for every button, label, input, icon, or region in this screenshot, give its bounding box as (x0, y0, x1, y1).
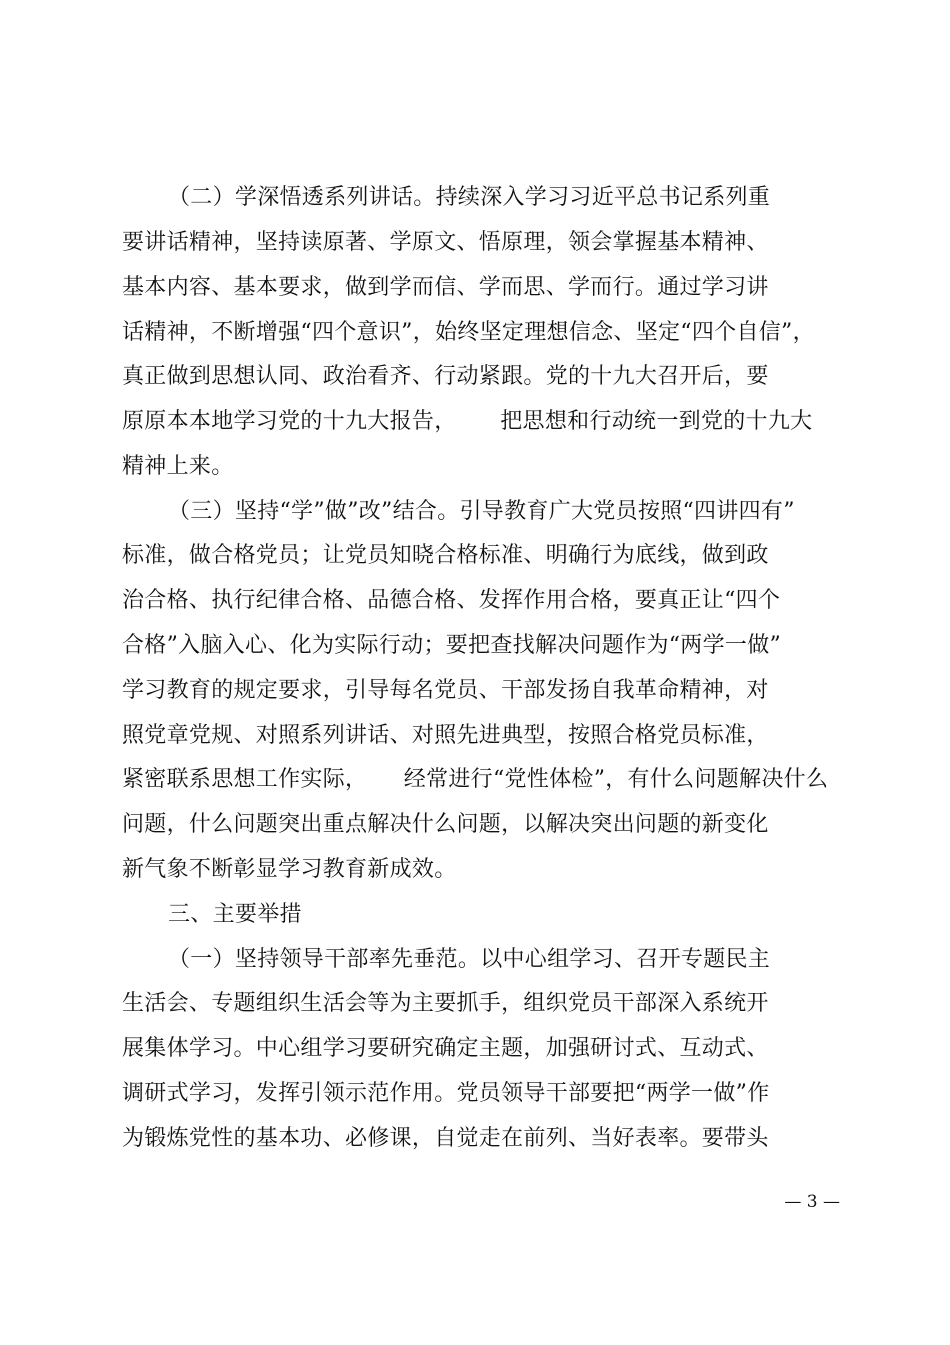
paragraph-2-line-7: 精神上来。 (122, 454, 234, 479)
paragraph-3-line-6: 照党章党规、对照系列讲话、对照先进典型，按照合格党员标准， (122, 723, 769, 748)
page-number: — 3 — (784, 1192, 840, 1212)
paragraph-2-line-5: 真正做到思想认同、政治看齐、行动紧跟。党的十九大召开后，要 (122, 364, 769, 389)
paragraph-3-line-5: 学习教育的规定要求，引导每名党员、干部发扬自我革命精神，对 (122, 678, 769, 703)
measures-paragraph-1-line-3: 展集体学习。中心组学习要研究确定主题，加强研讨式、互动式、 (122, 1036, 769, 1061)
paragraph-3-line-7: 紧密联系思想工作实际， 经常进行“党性体检”，有什么问题解决什么 (122, 767, 829, 792)
paragraph-2-line-4: 话精神，不断增强“四个意识”，始终坚定理想信念、坚定“四个自信”， (122, 320, 815, 345)
paragraph-3-line-8: 问题，什么问题突出重点解决什么问题，以解决突出问题的新变化 (122, 812, 769, 837)
paragraph-3-line-1: （三）坚持“学”做”改”结合。引导教育广大党员按照“四讲四有” (168, 499, 795, 524)
paragraph-3-line-4: 合格”入脑入心、化为实际行动；要把查找解决问题作为“两学一做” (122, 633, 782, 658)
measures-paragraph-1-line-2: 生活会、专题组织生活会等为主要抓手，组织党员干部深入系统开 (122, 991, 769, 1016)
section-heading: 三、主要举措 (168, 902, 302, 927)
paragraph-2-line-6: 原原本本地学习党的十九大报告， 把思想和行动统一到党的十九大 (122, 409, 813, 434)
paragraph-3-line-9: 新气象不断彰显学习教育新成效。 (122, 857, 457, 882)
paragraph-3-line-2: 标准，做合格党员；让党员知晓合格标准、明确行为底线，做到政 (122, 543, 769, 568)
paragraph-3-line-3: 治合格、执行纪律合格、品德合格、发挥作用合格，要真正让“四个 (122, 588, 781, 613)
paragraph-2-line-2: 要讲话精神，坚持读原著、学原文、悟原理，领会掌握基本精神、 (122, 230, 769, 255)
measures-paragraph-1-line-4: 调研式学习，发挥引领示范作用。党员领导干部要把“两学一做”作 (122, 1081, 770, 1106)
measures-paragraph-1-line-5: 为锻炼党性的基本功、必修课，自觉走在前列、当好表率。要带头 (122, 1126, 769, 1151)
paragraph-2-line-3: 基本内容、基本要求，做到学而信、学而思、学而行。通过学习讲 (122, 275, 769, 300)
measures-paragraph-1-line-1: （一）坚持领导干部率先垂范。以中心组学习、召开专题民主 (168, 947, 771, 972)
paragraph-2-line-1: （二）学深悟透系列讲话。持续深入学习习近平总书记系列重 (168, 185, 771, 210)
